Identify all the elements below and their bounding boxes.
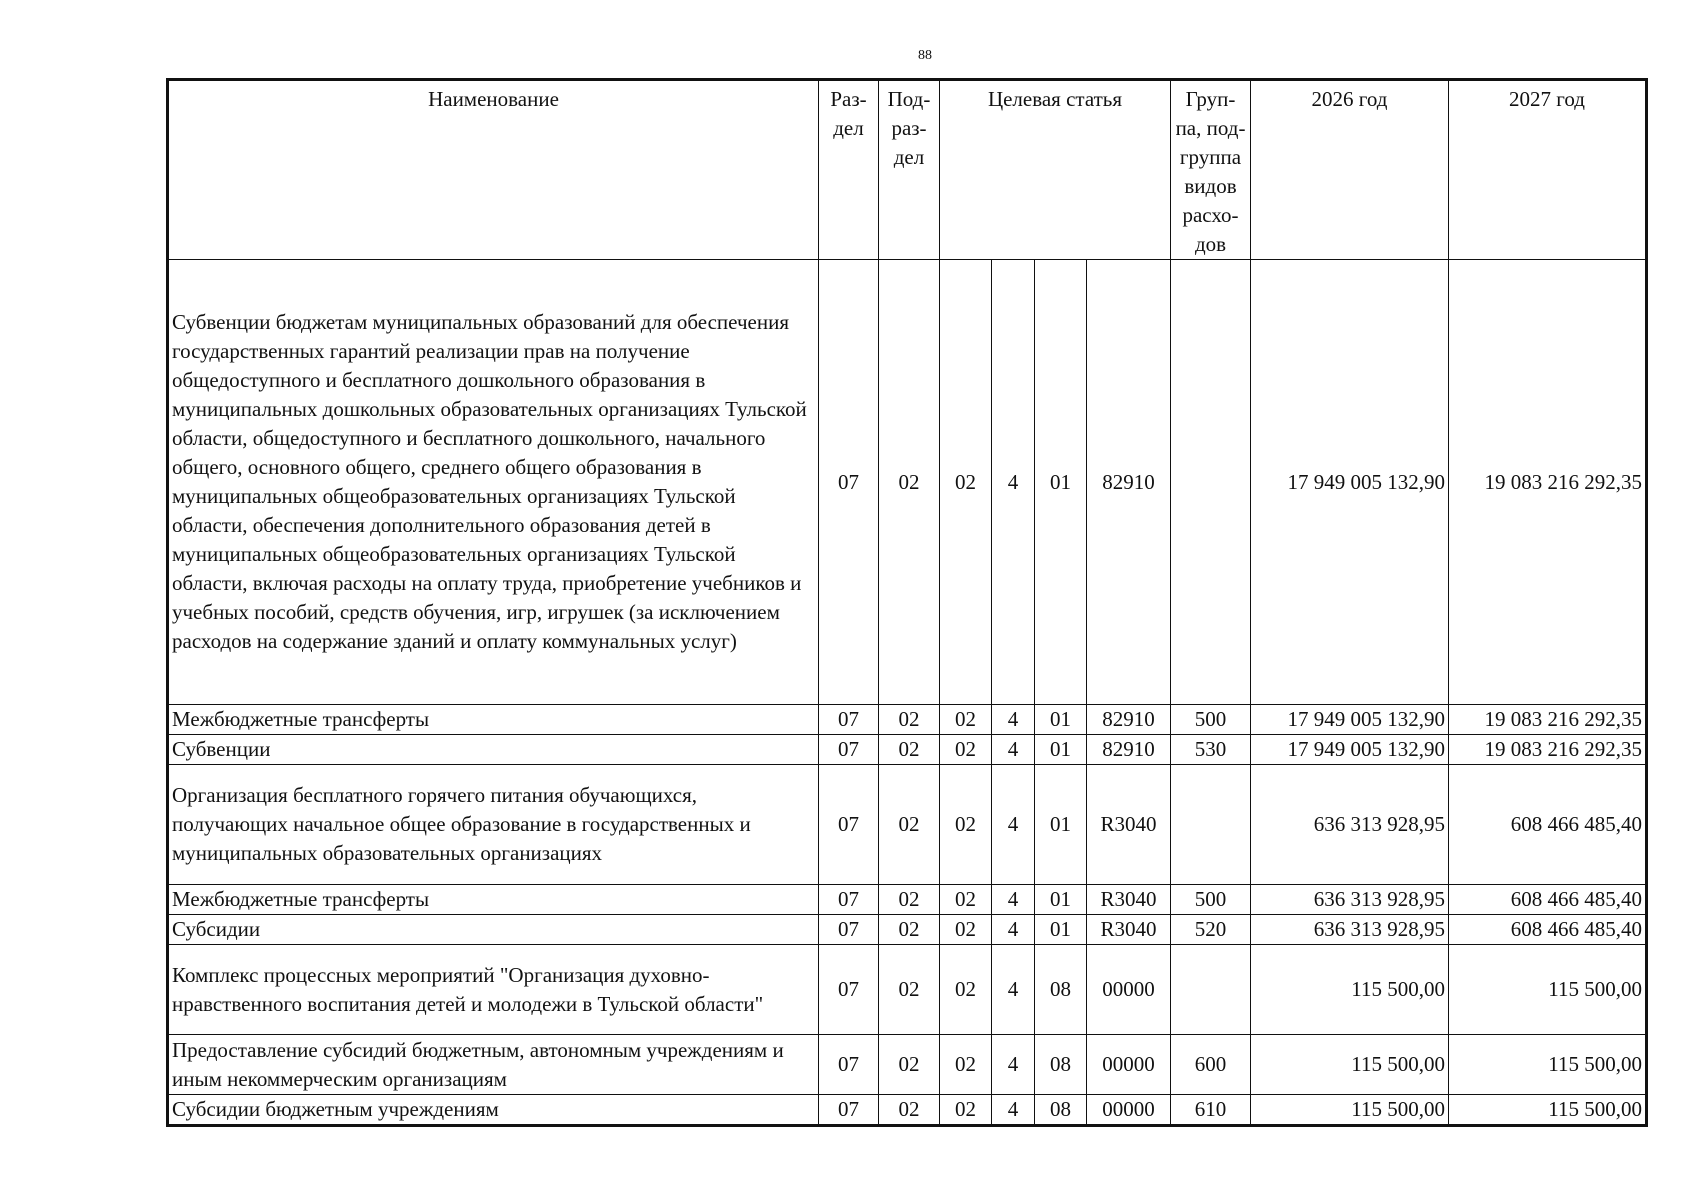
row-razdel: 07 — [819, 885, 879, 915]
row-podrazdel: 02 — [879, 945, 940, 1035]
header-year-2026: 2026 год — [1251, 80, 1449, 260]
row-razdel: 07 — [819, 765, 879, 885]
row-2027: 608 466 485,40 — [1449, 765, 1647, 885]
table-row — [168, 945, 1647, 1035]
row-target-1: 02 — [940, 765, 992, 885]
row-target-1: 02 — [940, 915, 992, 945]
row-razdel: 07 — [819, 915, 879, 945]
row-group — [1171, 945, 1251, 1035]
row-2027: 19 083 216 292,35 — [1449, 260, 1647, 705]
row-target-4: R3040 — [1087, 915, 1171, 945]
row-target-1: 02 — [940, 885, 992, 915]
row-target-3: 08 — [1035, 1035, 1087, 1095]
row-name: Предоставление субсидий бюджетным, автономным учреждениям и иным некоммерческим организациям — [168, 1035, 819, 1095]
row-razdel: 07 — [819, 1035, 879, 1095]
row-target-2: 4 — [992, 735, 1035, 765]
row-group: 530 — [1171, 735, 1251, 765]
row-razdel: 07 — [819, 945, 879, 1035]
row-target-1: 02 — [940, 1035, 992, 1095]
table-row — [168, 765, 1647, 885]
row-target-2: 4 — [992, 705, 1035, 735]
row-name: Субсидии бюджетным учреждениям — [168, 1095, 819, 1126]
row-razdel: 07 — [819, 1095, 879, 1126]
row-target-4: 82910 — [1087, 735, 1171, 765]
row-name: Субвенции бюджетам муниципальных образований для обеспечения государственных гарантий реализации прав на получение общедоступного и бесплатного дошкольного образования в муниципальных дошкольных образовательных организациях Тульской области, общедоступного и бесплатного дошкольного, начального общего, основного общего, среднего общего образования в муниципальных общеобразовательных организациях Тульской области, обеспечения дополнительного образования детей в муниципальных общеобразовательных организациях Тульской области, включая расходы на оплату труда, приобретение учебников и учебных пособий, средств обучения, игр, игрушек (за исключением расходов на содержание зданий и оплату коммунальных услуг) — [168, 260, 819, 705]
row-2026: 17 949 005 132,90 — [1251, 735, 1449, 765]
row-podrazdel: 02 — [879, 765, 940, 885]
row-target-4: 00000 — [1087, 945, 1171, 1035]
table-row — [168, 735, 1647, 765]
row-target-3: 01 — [1035, 885, 1087, 915]
table-row — [168, 705, 1647, 735]
row-target-3: 01 — [1035, 260, 1087, 705]
row-2026: 115 500,00 — [1251, 945, 1449, 1035]
row-target-3: 01 — [1035, 735, 1087, 765]
row-podrazdel: 02 — [879, 705, 940, 735]
row-2026: 636 313 928,95 — [1251, 885, 1449, 915]
row-target-4: R3040 — [1087, 765, 1171, 885]
row-podrazdel: 02 — [879, 260, 940, 705]
row-name: Субвенции — [168, 735, 819, 765]
row-target-1: 02 — [940, 945, 992, 1035]
table-header-row — [168, 80, 1647, 260]
row-target-2: 4 — [992, 1095, 1035, 1126]
row-2027: 19 083 216 292,35 — [1449, 735, 1647, 765]
row-2027: 115 500,00 — [1449, 945, 1647, 1035]
row-group: 500 — [1171, 885, 1251, 915]
row-target-4: 82910 — [1087, 705, 1171, 735]
row-2026: 115 500,00 — [1251, 1035, 1449, 1095]
row-target-4: 82910 — [1087, 260, 1171, 705]
row-target-2: 4 — [992, 915, 1035, 945]
row-podrazdel: 02 — [879, 735, 940, 765]
row-group: 610 — [1171, 1095, 1251, 1126]
row-target-4: 00000 — [1087, 1095, 1171, 1126]
table-row — [168, 1035, 1647, 1095]
row-name: Организация бесплатного горячего питания обучающихся, получающих начальное общее образование в государственных и муниципальных образовательных организациях — [168, 765, 819, 885]
row-target-4: R3040 — [1087, 885, 1171, 915]
row-target-1: 02 — [940, 1095, 992, 1126]
row-podrazdel: 02 — [879, 1035, 940, 1095]
row-2026: 115 500,00 — [1251, 1095, 1449, 1126]
row-razdel: 07 — [819, 735, 879, 765]
row-target-3: 01 — [1035, 765, 1087, 885]
row-target-4: 00000 — [1087, 1035, 1171, 1095]
row-podrazdel: 02 — [879, 885, 940, 915]
row-target-3: 01 — [1035, 705, 1087, 735]
row-group — [1171, 260, 1251, 705]
row-target-1: 02 — [940, 260, 992, 705]
row-group: 520 — [1171, 915, 1251, 945]
row-group: 600 — [1171, 1035, 1251, 1095]
table-row — [168, 260, 1647, 705]
row-2027: 19 083 216 292,35 — [1449, 705, 1647, 735]
row-name: Межбюджетные трансферты — [168, 705, 819, 735]
row-2026: 636 313 928,95 — [1251, 915, 1449, 945]
row-razdel: 07 — [819, 260, 879, 705]
row-2026: 17 949 005 132,90 — [1251, 705, 1449, 735]
table-row — [168, 1095, 1647, 1126]
page-number: 88 — [918, 48, 932, 63]
row-target-2: 4 — [992, 260, 1035, 705]
row-target-1: 02 — [940, 705, 992, 735]
row-target-2: 4 — [992, 1035, 1035, 1095]
table-row — [168, 885, 1647, 915]
row-name: Субсидии — [168, 915, 819, 945]
row-group — [1171, 765, 1251, 885]
row-2026: 636 313 928,95 — [1251, 765, 1449, 885]
row-target-1: 02 — [940, 735, 992, 765]
row-2027: 115 500,00 — [1449, 1095, 1647, 1126]
header-podrazdel: Под- раз- дел — [879, 80, 940, 260]
row-2027: 608 466 485,40 — [1449, 885, 1647, 915]
row-name: Комплекс процессных мероприятий "Организация духовно-нравственного воспитания детей и молодежи в Тульской области" — [168, 945, 819, 1035]
header-razdel: Раз- дел — [819, 80, 879, 260]
row-podrazdel: 02 — [879, 915, 940, 945]
row-2027: 608 466 485,40 — [1449, 915, 1647, 945]
row-target-3: 08 — [1035, 1095, 1087, 1126]
row-name: Межбюджетные трансферты — [168, 885, 819, 915]
header-name: Наименование — [168, 80, 819, 260]
row-target-2: 4 — [992, 765, 1035, 885]
row-razdel: 07 — [819, 705, 879, 735]
row-target-2: 4 — [992, 885, 1035, 915]
header-year-2027: 2027 год — [1449, 80, 1647, 260]
row-2027: 115 500,00 — [1449, 1035, 1647, 1095]
row-target-3: 01 — [1035, 915, 1087, 945]
header-target-article: Целевая статья — [940, 80, 1171, 260]
row-target-2: 4 — [992, 945, 1035, 1035]
budget-table — [166, 78, 1648, 1127]
row-podrazdel: 02 — [879, 1095, 940, 1126]
row-2026: 17 949 005 132,90 — [1251, 260, 1449, 705]
row-group: 500 — [1171, 705, 1251, 735]
row-target-3: 08 — [1035, 945, 1087, 1035]
table-row — [168, 915, 1647, 945]
header-expense-group: Груп- па, под- группа видов расхо- дов — [1171, 80, 1251, 260]
